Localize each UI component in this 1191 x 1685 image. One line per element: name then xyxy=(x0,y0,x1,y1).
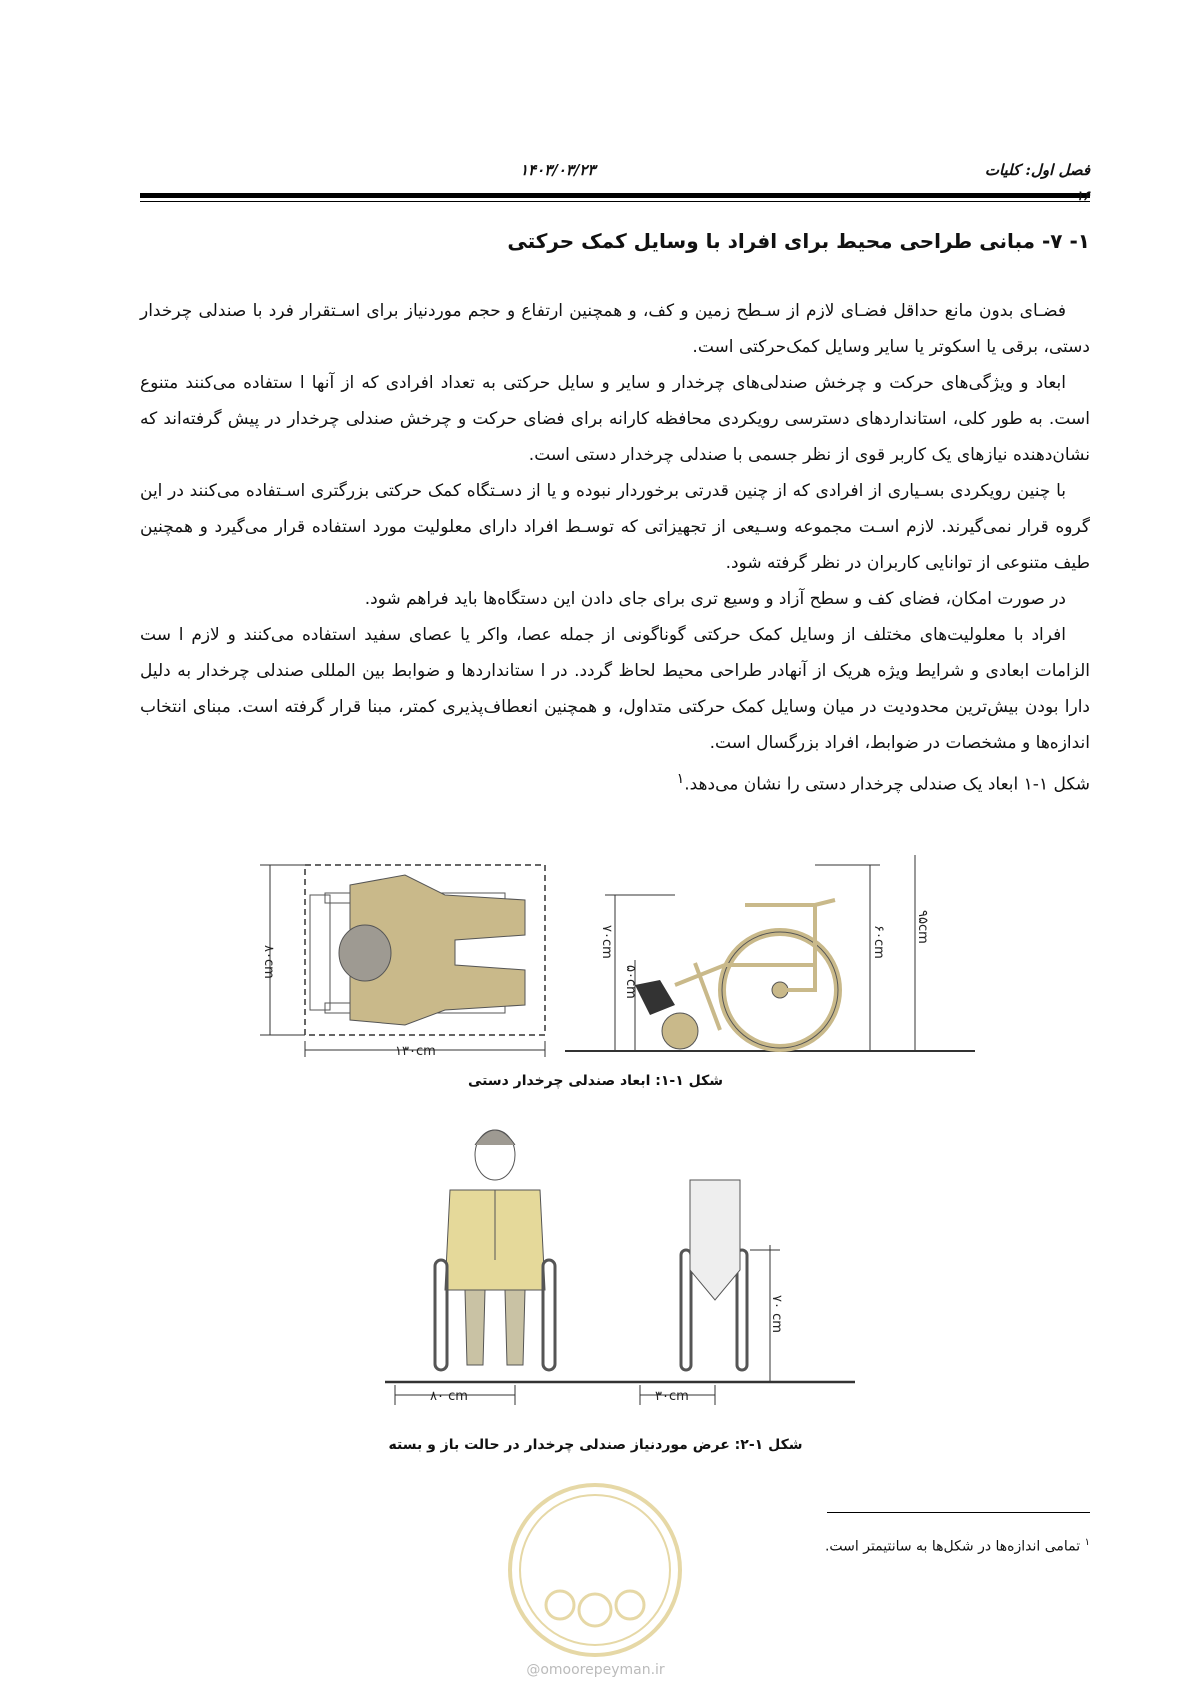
chapter-title: فصل اول: کلیات xyxy=(984,161,1090,179)
dim-depth-label: ۱۳۰cm xyxy=(395,1044,436,1059)
dim-seat-label: ۵۰cm xyxy=(623,965,638,999)
dim-wheel-label: ۶۰cm xyxy=(871,925,886,959)
dim-folded-width-label: ۳۰cm xyxy=(655,1389,689,1404)
header-date: ۱۴۰۳/۰۳/۲۳ xyxy=(520,161,596,179)
header-rule xyxy=(140,193,1090,198)
figure1-wheelchair-dimensions xyxy=(255,855,975,1060)
watermark-url: @omoorepeyman.ir xyxy=(526,1662,665,1678)
footnote-marker: ۱ xyxy=(1084,1537,1090,1548)
figure-intro-text: شکل ۱-۱ ابعاد یک صندلی چرخدار دستی را نشان می‌دهد. xyxy=(684,774,1090,795)
section-title: ۱- ۷- مبانی طراحی محیط برای افراد با وسایل کمک حرکتی xyxy=(507,229,1090,253)
body-text xyxy=(140,293,1090,803)
page-number: ۱۶ xyxy=(1076,189,1090,204)
paragraph: در صورت امکان، فضای کف و سطح آزاد و وسیع تری برای جای دادن این دستگاه‌ها باید فراهم شود. xyxy=(364,589,1066,609)
front-view-person-wheelchair xyxy=(435,1130,555,1370)
paragraph: ابعاد و ویژگی‌های حرکت و چرخش صندلی‌های چرخدار و سایر و سایل حرکتی به تعداد افرادی که از آنها ا ستفاده می‌کنند متنوع است. به طور کلی، استانداردهای دسترسی رویکردی محافظه کارانه برای فضای حرکت و چرخش صندلی چرخدار در پیش گرفته‌اند که نشان‌دهنده نیازهای یک کاربر قوی از نظر جسمی با صندلی چرخدار دستی است. xyxy=(140,373,1090,465)
footnote xyxy=(825,1537,1090,1555)
figure2-caption: شکل ۱-۲: عرض موردنیاز صندلی چرخدار در حالت باز و بسته xyxy=(388,1437,803,1453)
dim-folded-height-label: ۷۰ cm xyxy=(769,1295,784,1333)
dim-width-label: ۸۰cm xyxy=(261,945,276,979)
header-rule-thin xyxy=(140,201,1090,202)
paragraph: افراد با معلولیت‌های مختلف از وسایل کمک حرکتی گوناگونی از جمله عصا، واکر یا عصای سفید استفاده می‌کنند و لازم ا ست الزامات ابعادی و شرایط ویژه هریک از آنها‌در طراحی محیط لحاظ گردد. در ا ستانداردها و ضوابط بین المللی صندلی چرخدار به دلیل دارا بودن بیش‌ترین محدودیت در میان وسایل کمک حرکتی متداول، و همچنین انعطاف‌پذیری کمتر، مبنا قرار گرفته است. مبنای انتخاب اندازه‌ها و مشخصات در ضوابط، افراد بزرگسال است. xyxy=(140,625,1090,753)
figure1-caption: شکل ۱-۱: ابعاد صندلی چرخدار دستی xyxy=(467,1073,724,1089)
figure-intro xyxy=(140,761,1090,803)
footnote-ref: ۱ xyxy=(676,771,685,787)
dim-open-width-label: ۸۰ cm xyxy=(430,1389,468,1404)
watermark-seal xyxy=(505,1480,685,1660)
side-view-wheelchair xyxy=(635,900,838,1049)
footnote-text: تمامی اندازه‌ها در شکل‌ها به سانتیمتر است. xyxy=(824,1538,1081,1555)
top-view-wheelchair xyxy=(310,875,525,1025)
folded-wheelchair xyxy=(681,1180,747,1370)
dim-push-label: ۹۵cm xyxy=(915,910,930,944)
paragraph: فضـای بدون مانع حداقل فضـای لازم از سـطح زمین و کف، و همچنین ارتفاع و حجم موردنیاز برای اسـتقرار فرد با صندلی چرخدار دستی، برقی یا اسکوتر یا سایر وسایل کمک‌حرکتی است. xyxy=(140,301,1090,357)
figure2-wheelchair-width xyxy=(385,1110,865,1420)
paragraph: با چنین رویکردی بسـیاری از افرادی که از چنین قدرتی برخوردار نبوده و یا از دسـتگاه کمک حرکتی بزرگتری اسـتفاده می‌کنند در این گروه قرار نمی‌گیرند. لازم اسـت مجموعه وسـیعی از تجهیزاتی که توسـط افراد دارای معلولیت مورد استفاده قرار می‌گیرد و همچنین طیف متنوعی از توانایی کاربران در نظر گرفته شود. xyxy=(140,481,1090,573)
dim-armrest-label: ۷۰cm xyxy=(599,925,614,959)
footnote-rule xyxy=(827,1512,1090,1513)
